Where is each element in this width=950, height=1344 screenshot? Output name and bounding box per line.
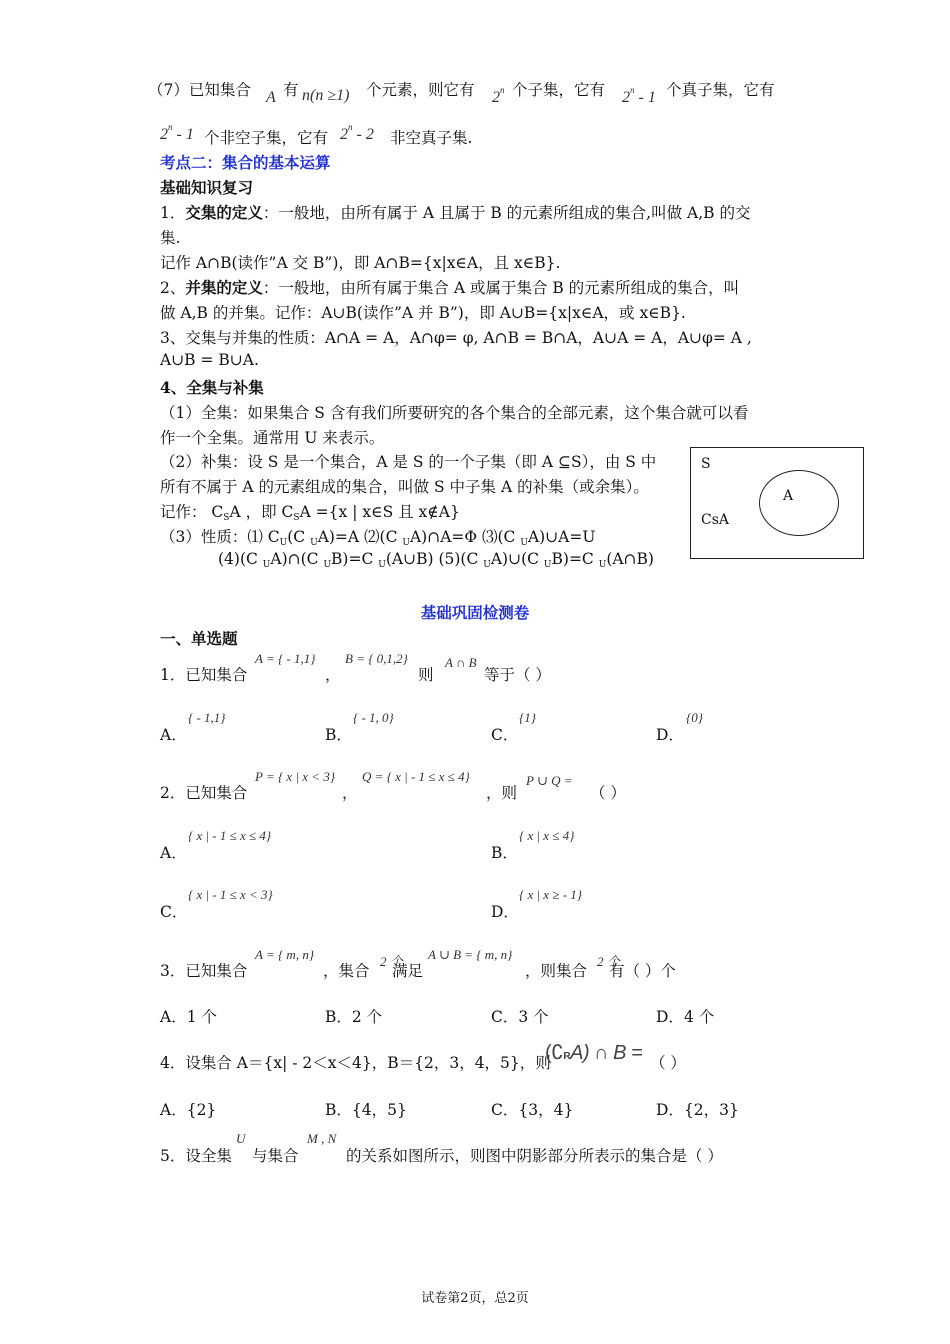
p2-line2: 做 A,B 的并集。记作：A∪B(读作”A 并 B”)，即 A∪B={x|x∈A，或 x∈B}. — [160, 304, 686, 322]
section-title: 考点二：集合的基本运算 — [160, 153, 331, 172]
q5-mn: M , N — [307, 1131, 337, 1146]
math-2n-minus-1: 2$^n$ - 1 — [622, 85, 656, 106]
q1-option-d[interactable]: D． — [656, 726, 684, 744]
q2-option-c-value: { x | - 1 ≤ x < 3} — [188, 887, 273, 902]
q3-mid2: 满足 — [392, 962, 424, 980]
q2-option-c[interactable]: C． — [160, 903, 188, 921]
venn-label-csa: CsA — [701, 512, 730, 528]
q4-option-c[interactable]: C．{3，4} — [491, 1101, 574, 1119]
math-2n-minus-1b: 2$^n$ - 1 — [160, 122, 194, 143]
p1-line2: 集. — [160, 229, 181, 247]
p2-line1: 2、并集的定义：一般地，由所有属于集合 A 或属于集合 B 的元素所组成的集合，叫 — [160, 278, 740, 297]
q4-option-a[interactable]: A．{2} — [160, 1101, 217, 1119]
q4-option-d[interactable]: D．{2，3} — [656, 1101, 739, 1119]
q2-option-b-value: { x | x ≤ 4} — [519, 828, 575, 843]
p4-s1-line1: （1）全集：如果集合 S 含有我们所要研究的各个集合的全部元素，这个集合就可以看 — [160, 404, 749, 422]
p4-s2-line3: 记作： CSA ，即 CSA ={x | x∈S 且 x∉A} — [160, 503, 460, 523]
text-proper-subsets: 个真子集，它有 — [666, 81, 775, 99]
p4-title: 4、全集与补集 — [160, 378, 264, 397]
q1-option-b[interactable]: B． — [325, 726, 352, 744]
q3-option-b[interactable]: B．2 个 — [325, 1008, 383, 1026]
q4-option-b[interactable]: B．{4，5} — [325, 1101, 407, 1119]
q2-option-b[interactable]: B． — [491, 844, 518, 862]
text-you: 有 — [283, 81, 299, 99]
q1-option-d-value: {0} — [686, 710, 703, 725]
q2-option-d-value: { x | x ≥ - 1} — [519, 887, 582, 902]
venn-label-s: S — [701, 456, 711, 472]
p1-line3: 记作 A∩B(读作”A 交 B”)，即 A∩B={x|x∈A，且 x∈B}. — [160, 254, 561, 272]
q3-option-c[interactable]: C．3 个 — [491, 1008, 549, 1026]
math-2n: 2$^n$ — [492, 85, 505, 106]
q3-option-d[interactable]: D．4 个 — [656, 1008, 715, 1026]
q4-post: （ ） — [650, 1054, 686, 1072]
math-2n-minus-2: 2$^n$ - 2 — [340, 122, 374, 143]
q3-b2: 2 个 — [597, 954, 620, 969]
q1-option-a[interactable]: A． — [160, 726, 187, 744]
venn-ellipse-a — [759, 470, 839, 536]
q2-option-a[interactable]: A． — [160, 844, 187, 862]
p3-line1: 3、交集与并集的性质：A∩A = A，A∩φ= φ, A∩B = B∩A，A∪A = A，A∪φ= A , — [160, 329, 752, 347]
p4-s1-line2: 作一个全集。通常用 U 来表示。 — [160, 429, 385, 447]
q1-option-a-value: { - 1,1} — [188, 710, 226, 725]
q2-expr: P ∪ Q = — [526, 773, 573, 788]
q3-mid1: ，集合 — [323, 962, 370, 980]
q5-u: U — [236, 1131, 246, 1146]
q3-pre: 3．已知集合 — [160, 962, 248, 980]
math-set-a: A — [266, 89, 276, 106]
q1-comma: ， — [325, 666, 341, 684]
p4-s2-line1: （2）补集：设 S 是一个集合，A 是 S 的一个子集（即 A ⊆S），由 S 中 — [160, 453, 657, 471]
q2-post: （ ） — [590, 784, 626, 802]
q2-comma: ， — [342, 784, 358, 802]
venn-diagram — [690, 447, 864, 559]
p1-line1: 1．交集的定义：一般地，由所有属于 A 且属于 B 的元素所组成的集合,叫做 A,B 的交 — [160, 203, 751, 222]
p3-line2: A∪B = B∪A. — [160, 351, 259, 369]
q1-set-a: A = { - 1,1} — [255, 651, 316, 666]
q1-pre: 1．已知集合 — [160, 666, 248, 684]
q5-post: 的关系如图所示，则图中阴影部分所表示的集合是（ ） — [346, 1147, 723, 1165]
q1-mid: 则 — [418, 666, 434, 684]
q2-option-d[interactable]: D． — [491, 903, 519, 921]
q5-mid: 与集合 — [252, 1147, 299, 1165]
test-title: 基础巩固检测卷 — [420, 603, 530, 622]
q4-text: 4．设集合 A＝{x| - 2＜x＜4}，B＝{2，3，4，5}，则 — [160, 1054, 551, 1072]
q3-b: 2 个 — [380, 954, 403, 969]
q3-option-a[interactable]: A．1 个 — [160, 1008, 217, 1026]
q5-pre: 5．设全集 — [160, 1147, 232, 1165]
text-subsets: 个子集，它有 — [512, 81, 606, 99]
p4-s3-line2: (4)(C UA)∩(C UB)=C U(A∪B) (5)(C UA)∪(C UB)=C U(A∩B) — [218, 550, 654, 570]
q2-mid: ，则 — [486, 784, 518, 802]
review-title: 基础知识复习 — [160, 178, 254, 197]
q1-option-b-value: { - 1, 0} — [353, 710, 394, 725]
q3-cond: A ∪ B = { m, n} — [428, 947, 513, 962]
item7-line1: （7）已知集合 — [148, 81, 251, 99]
q1-set-b: B = { 0,1,2} — [345, 651, 408, 666]
q3-mid3: ，则集合 — [525, 962, 588, 980]
p4-s2-line2: 所有不属于 A 的元素组成的集合，叫做 S 中子集 A 的补集（或余集）。 — [160, 478, 649, 496]
q1-option-c[interactable]: C． — [491, 726, 519, 744]
q1-post: 等于（ ） — [484, 666, 551, 684]
part-title: 一、单选题 — [160, 629, 238, 648]
q2-set-q: Q = { x | - 1 ≤ x ≤ 4} — [362, 769, 470, 784]
venn-label-a: A — [783, 488, 794, 504]
page-footer: 试卷第2页，总2页 — [421, 1291, 529, 1306]
q2-set-p: P = { x | x < 3} — [255, 769, 336, 784]
q3-post: 有（ ）个 — [609, 962, 676, 980]
text-elements: 个元素，则它有 — [366, 81, 475, 99]
q3-set-a: A = { m, n} — [255, 947, 315, 962]
q1-option-c-value: {1} — [519, 710, 536, 725]
text-nonempty-proper: 非空真子集. — [390, 129, 473, 147]
p4-s3-line1: （3）性质：⑴ CU(C UA)=A ⑵(C UA)∩A=Φ ⑶(C UA)∪A=U — [160, 528, 596, 548]
q2-option-a-value: { x | - 1 ≤ x ≤ 4} — [188, 828, 272, 843]
math-n-condition: n(n ≥1) — [302, 87, 350, 104]
text-nonempty-subsets: 个非空子集，它有 — [204, 129, 329, 147]
q1-expr: A ∩ B — [445, 655, 477, 670]
q2-pre: 2．已知集合 — [160, 784, 248, 802]
q4-expr-image: (∁RA) ∩ B = — [545, 1042, 643, 1064]
